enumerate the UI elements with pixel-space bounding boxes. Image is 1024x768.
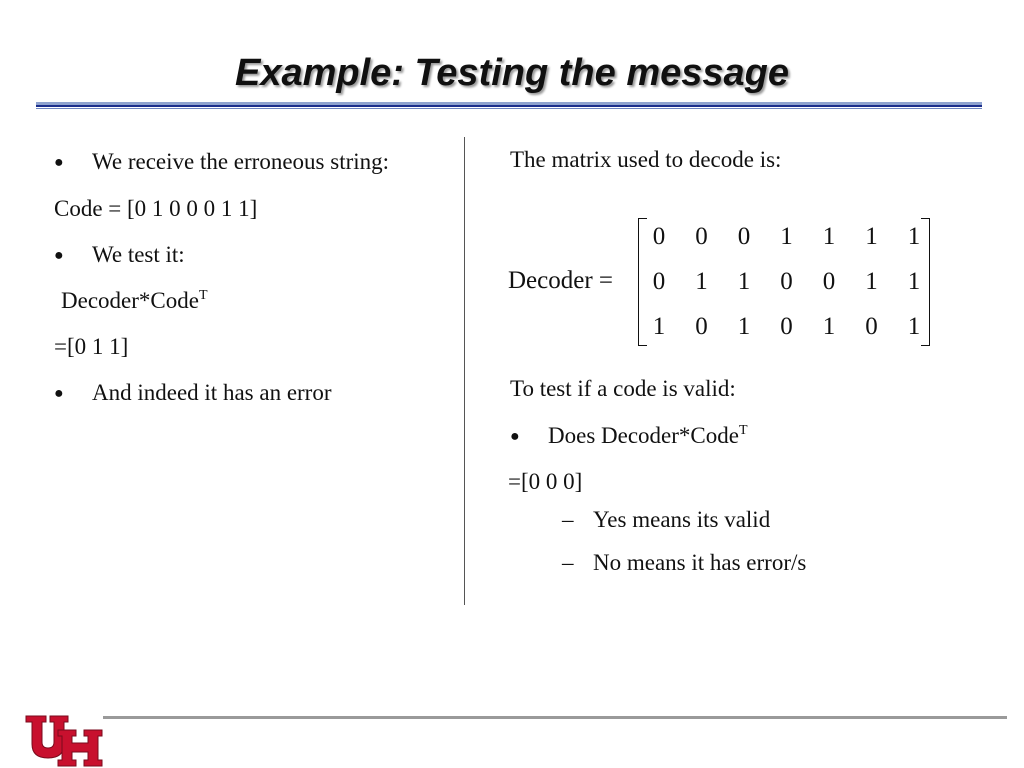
matrix-cell: 0 — [780, 268, 793, 295]
expression-base: Decoder*Code — [61, 288, 199, 313]
matrix-cell: 1 — [822, 223, 836, 250]
matrix-cell: 1 — [652, 313, 666, 340]
matrix-cell: 1 — [695, 268, 708, 295]
left-bullet-test: We test it: — [92, 242, 185, 267]
matrix-cell: 0 — [865, 313, 878, 340]
bullet-dot-icon: ● — [54, 154, 64, 171]
sub-bullet-valid: Yes means its valid — [593, 507, 771, 532]
matrix-cell: 1 — [865, 268, 878, 295]
matrix-cell: 0 — [652, 223, 666, 250]
matrix-cell: 1 — [907, 223, 921, 250]
matrix-cell: 1 — [737, 268, 751, 295]
left-bullet-error: And indeed it has an error — [92, 380, 332, 405]
matrix-cell: 1 — [907, 268, 921, 295]
matrix-cell: 1 — [907, 313, 921, 340]
uh-logo-icon — [24, 712, 104, 768]
title-rule-bottom — [36, 108, 982, 109]
right-bullet-does — [548, 421, 748, 451]
matrix-cell: 1 — [865, 223, 878, 250]
column-divider — [464, 137, 465, 605]
bullet-dot-icon: ● — [54, 385, 64, 402]
dash-icon: – — [562, 507, 574, 532]
matrix-cell: 1 — [780, 223, 793, 250]
decoder-code-expression — [61, 286, 208, 316]
right-result: =[0 0 0] — [508, 469, 583, 494]
matrix-left-bracket — [638, 218, 647, 346]
expression-base: Does Decoder*Code — [548, 423, 739, 448]
left-bullet-receive: We receive the erroneous string: — [92, 149, 390, 174]
left-result: =[0 1 1] — [54, 334, 129, 359]
title-rule-middle — [36, 105, 982, 107]
bullet-dot-icon: ● — [510, 428, 520, 445]
slide-title: Example: Testing the message — [234, 52, 789, 94]
matrix-cell: 0 — [780, 313, 793, 340]
matrix-cell: 0 — [695, 223, 708, 250]
code-line: Code = [0 1 0 0 0 1 1] — [54, 196, 258, 221]
matrix-cell: 0 — [822, 268, 836, 295]
footer-rule — [103, 716, 1007, 719]
transpose-superscript: T — [198, 288, 208, 303]
matrix-cell: 0 — [652, 268, 666, 295]
transpose-superscript: T — [738, 423, 748, 438]
matrix-cell: 1 — [822, 313, 836, 340]
matrix-cell: 1 — [737, 313, 751, 340]
sub-bullet-error: No means it has error/s — [593, 550, 807, 575]
test-intro: To test if a code is valid: — [510, 376, 736, 401]
bullet-dot-icon: ● — [54, 247, 64, 264]
matrix-intro: The matrix used to decode is: — [510, 147, 782, 172]
matrix-cell: 0 — [737, 223, 751, 250]
dash-icon: – — [562, 550, 574, 575]
matrix-cell: 0 — [695, 313, 708, 340]
matrix-label: Decoder = — [508, 267, 614, 294]
